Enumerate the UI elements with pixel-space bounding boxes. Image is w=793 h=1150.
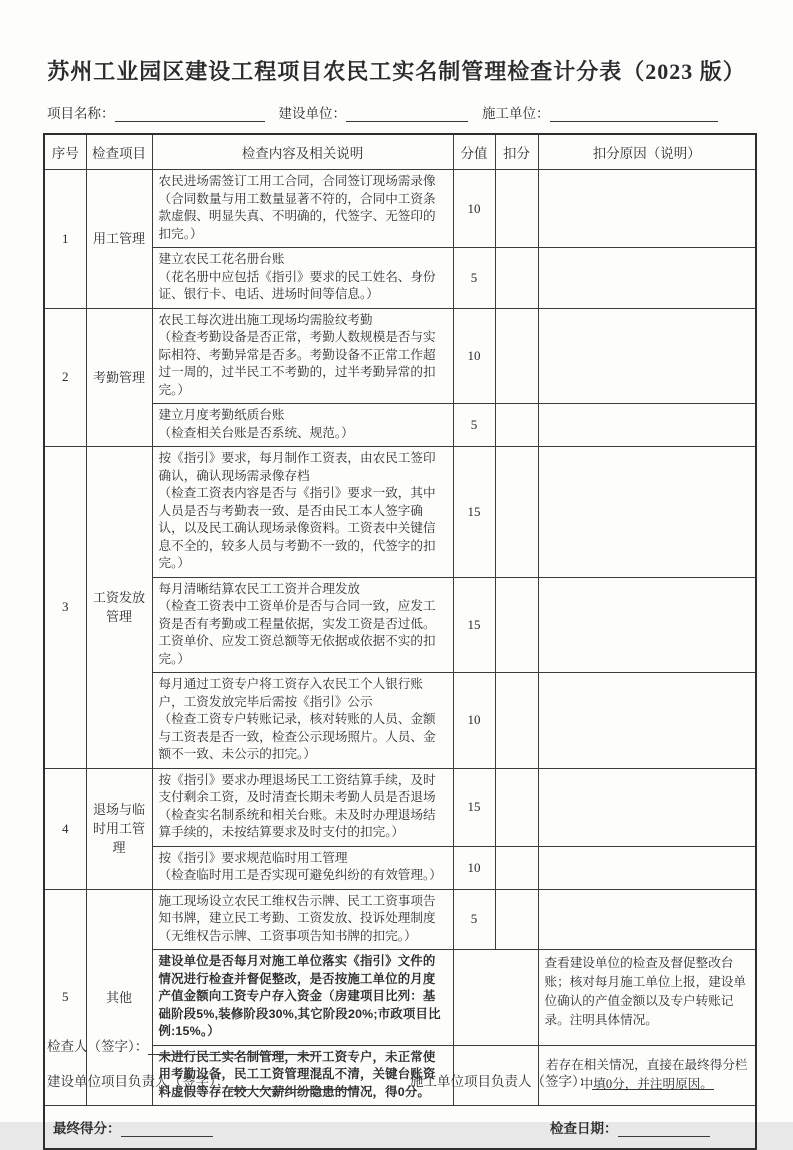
project-name-label: 项目名称： [47, 106, 115, 121]
content-cell [152, 577, 453, 673]
score-value: 5 [453, 248, 495, 309]
deduction-cell [495, 846, 538, 889]
header-deduction: 扣分 [495, 134, 538, 170]
content-cell [152, 308, 453, 404]
table-row [44, 170, 756, 248]
reason-cell [538, 673, 756, 769]
table-header-row [44, 134, 756, 170]
content-main: 按《指引》要求，每月制作工资表，由农民工签印确认，确认现场需录像存档 [158, 451, 436, 483]
reason-cell [538, 404, 756, 447]
reason-cell [538, 308, 756, 404]
contractor-unit-blank [550, 106, 718, 122]
content-main: 每月通过工资专户将工资存入农民工个人银行账户，工资发放完毕后需按《指引》公示 [158, 677, 423, 709]
inspection-score-table [43, 133, 757, 1150]
inspection-item: 其他 [86, 889, 152, 1106]
check-date-blank [618, 1121, 710, 1137]
deduction-cell [495, 889, 538, 950]
content-note: （检查工资专户转账记录，核对转账的人员、金额与工资表是否一致，检查公示现场照片。人员、金额不一致、未公示的扣完。） [158, 712, 436, 761]
reason-cell [538, 768, 756, 846]
reason-cell [538, 846, 756, 889]
project-name-blank [115, 106, 265, 122]
score-value: 5 [453, 404, 495, 447]
row-number: 5 [44, 889, 86, 1106]
construction-unit-manager-blank [229, 1074, 351, 1090]
content-cell [152, 673, 453, 769]
deduction-cell [495, 673, 538, 769]
score-deduction-merged-cell [453, 950, 538, 1046]
content-main: 农民工每次进出施工现场均需脸纹考勤 [158, 312, 373, 327]
footer-cell [44, 1106, 756, 1150]
construction-unit-manager-label: 建设单位项目负责人（签字）： [47, 1074, 230, 1089]
content-note: （检查临时用工是否实现可避免纠纷的有效管理。） [158, 868, 442, 882]
content-main: 施工现场设立农民工维权告示牌、民工工资事项告知书牌，建立民工考勤、工资发放、投诉处理制度 [158, 893, 436, 925]
inspection-item: 用工管理 [86, 170, 152, 309]
content-note: （无维权告示牌、工资事项告知书牌的扣完。） [158, 928, 417, 943]
score-value: 5 [453, 889, 495, 950]
content-main: 建立农民工花名册台账 [158, 252, 285, 266]
content-note: （合同数量与用工数量显著不符的，合同中工资条款虚假、明显失真、不明确的，代签字、无签印的扣完。） [158, 191, 436, 241]
deduction-cell [495, 577, 538, 673]
content-main: 按《指引》要求办理退场民工工资结算手续，及时支付剩余工资，及时清查长期未考勤人员是否退场 [158, 772, 436, 804]
deduction-cell [495, 248, 538, 309]
deduction-cell [495, 308, 538, 404]
score-value: 10 [453, 170, 495, 248]
reason-cell: 若存在相关情况，直接在最终得分栏中填0分，并注明原因。 [538, 1045, 756, 1106]
reason-cell: 查看建设单位的检查及督促整改台账；核对每月施工单位上报，建设单位确认的产值金额以及专户转账记录。注明具体情况。 [538, 950, 756, 1046]
final-score-label: 最终得分： [53, 1121, 121, 1136]
deduction-cell [495, 404, 538, 447]
inspection-item: 退场与临时用工管理 [86, 768, 152, 889]
content-note: （检查考勤设备是否正常，考勤人数规模是否与实际相符、考勤异常是否多。考勤设备不正常工作超过一周的，过半民工不考勤的，过半考勤异常的扣完。） [158, 330, 436, 397]
deduction-cell [495, 170, 538, 248]
header-fields [47, 102, 755, 122]
content-cell [152, 768, 453, 846]
content-note: （检查实名制系统和相关台账。未及时办理退场结算手续的，未按结算要求及时支付的扣完。） [158, 807, 436, 839]
header-reason: 扣分原因（说明） [538, 134, 756, 170]
reason-cell [538, 577, 756, 673]
content-cell [152, 248, 453, 309]
content-cell [152, 404, 453, 447]
content-note: （检查工资表中工资单价是否与合同一致，应发工资是否有考勤或工程量依据，实发工资是否过低。工资单价、应发工资总额等无依据或依据不实的扣完。） [158, 599, 436, 666]
contractor-unit-manager-blank [592, 1074, 714, 1090]
inspection-item: 考勤管理 [86, 308, 152, 447]
score-value: 10 [453, 308, 495, 404]
content-cell [152, 846, 453, 889]
content-cell [152, 170, 453, 248]
field-contractor-unit [482, 102, 718, 122]
inspector-signature-blank [148, 1039, 313, 1055]
reason-cell [538, 248, 756, 309]
content-cell: 建设单位是否每月对施工单位落实《指引》文件的情况进行检查并督促整改，是否按施工单位的月度产值金额向工资专户存入资金（房建项目比列：基础阶段5%,装修阶段30%,其它阶段20%;市政项目比例:15%。） [152, 950, 453, 1046]
header-score: 分值 [453, 134, 495, 170]
score-value: 10 [453, 673, 495, 769]
signature-section [47, 1035, 755, 1090]
deduction-cell [495, 768, 538, 846]
header-no: 序号 [44, 134, 86, 170]
score-value: 15 [453, 447, 495, 578]
reason-cell [538, 889, 756, 950]
content-main: 每月清晰结算农民工工资并合理发放 [158, 581, 360, 596]
managers-signature-line [47, 1070, 755, 1090]
deduction-cell [495, 447, 538, 578]
row-number: 3 [44, 447, 86, 769]
reason-cell [538, 170, 756, 248]
inspection-item: 工资发放管理 [86, 447, 152, 769]
content-note: （检查相关台账是否系统、规范。） [158, 425, 354, 440]
contractor-unit-label: 施工单位： [482, 106, 550, 121]
content-note: （检查工资表内容是否与《指引》要求一致，其中人员是否与考勤表一致、是否由民工本人签字确认，以及民工确认现场录像资料。工资表中关键信息不全的，较多人员与考勤不一致的，代签字的扣完。） [158, 486, 436, 570]
page-title: 苏州工业园区建设工程项目农民工实名制管理检查计分表（2023 版） [47, 59, 746, 84]
content-note: （花名册中应包括《指引》要求的民工姓名、身份证、银行卡、电话、进场时间等信息。） [158, 269, 436, 301]
row-number: 2 [44, 308, 86, 447]
content-main: 建立月度考勤纸质台账 [158, 408, 285, 422]
field-project-name [47, 102, 279, 122]
header-content: 检查内容及相关说明 [152, 134, 453, 170]
final-score-blank [121, 1121, 213, 1137]
row-number: 1 [44, 170, 86, 309]
content-main: 农民进场需签订工用工合同，合同签订现场需录像 [158, 174, 436, 188]
table-row [44, 768, 756, 846]
field-construction-unit [279, 102, 483, 122]
table-row [44, 308, 756, 404]
check-date-label: 检查日期： [550, 1121, 618, 1136]
construction-unit-blank [346, 106, 468, 122]
score-value: 15 [453, 768, 495, 846]
content-cell [152, 447, 453, 578]
construction-unit-label: 建设单位： [278, 106, 346, 121]
inspector-label: 检查人（签字）： [47, 1039, 149, 1054]
reason-cell [538, 447, 756, 578]
contractor-unit-manager-label: 施工单位项目负责人（签字）： [410, 1074, 593, 1089]
table-row [44, 447, 756, 578]
content-main: 按《指引》要求规范临时用工管理 [158, 850, 348, 865]
table-row [44, 889, 756, 950]
header-item: 检查项目 [86, 134, 152, 170]
score-value: 10 [453, 846, 495, 889]
row-number: 4 [44, 768, 86, 889]
inspector-signature-line [47, 1035, 755, 1055]
content-cell [152, 889, 453, 950]
table-footer-row [44, 1106, 756, 1150]
score-value: 15 [453, 577, 495, 673]
content-cell: 未进行民工实名制管理，未开工资专户，未正常使用考勤设备，民工工资管理混乱不清，关键台账资料虚假等存在较大欠薪纠纷隐患的情况，得0分。 [152, 1045, 453, 1106]
